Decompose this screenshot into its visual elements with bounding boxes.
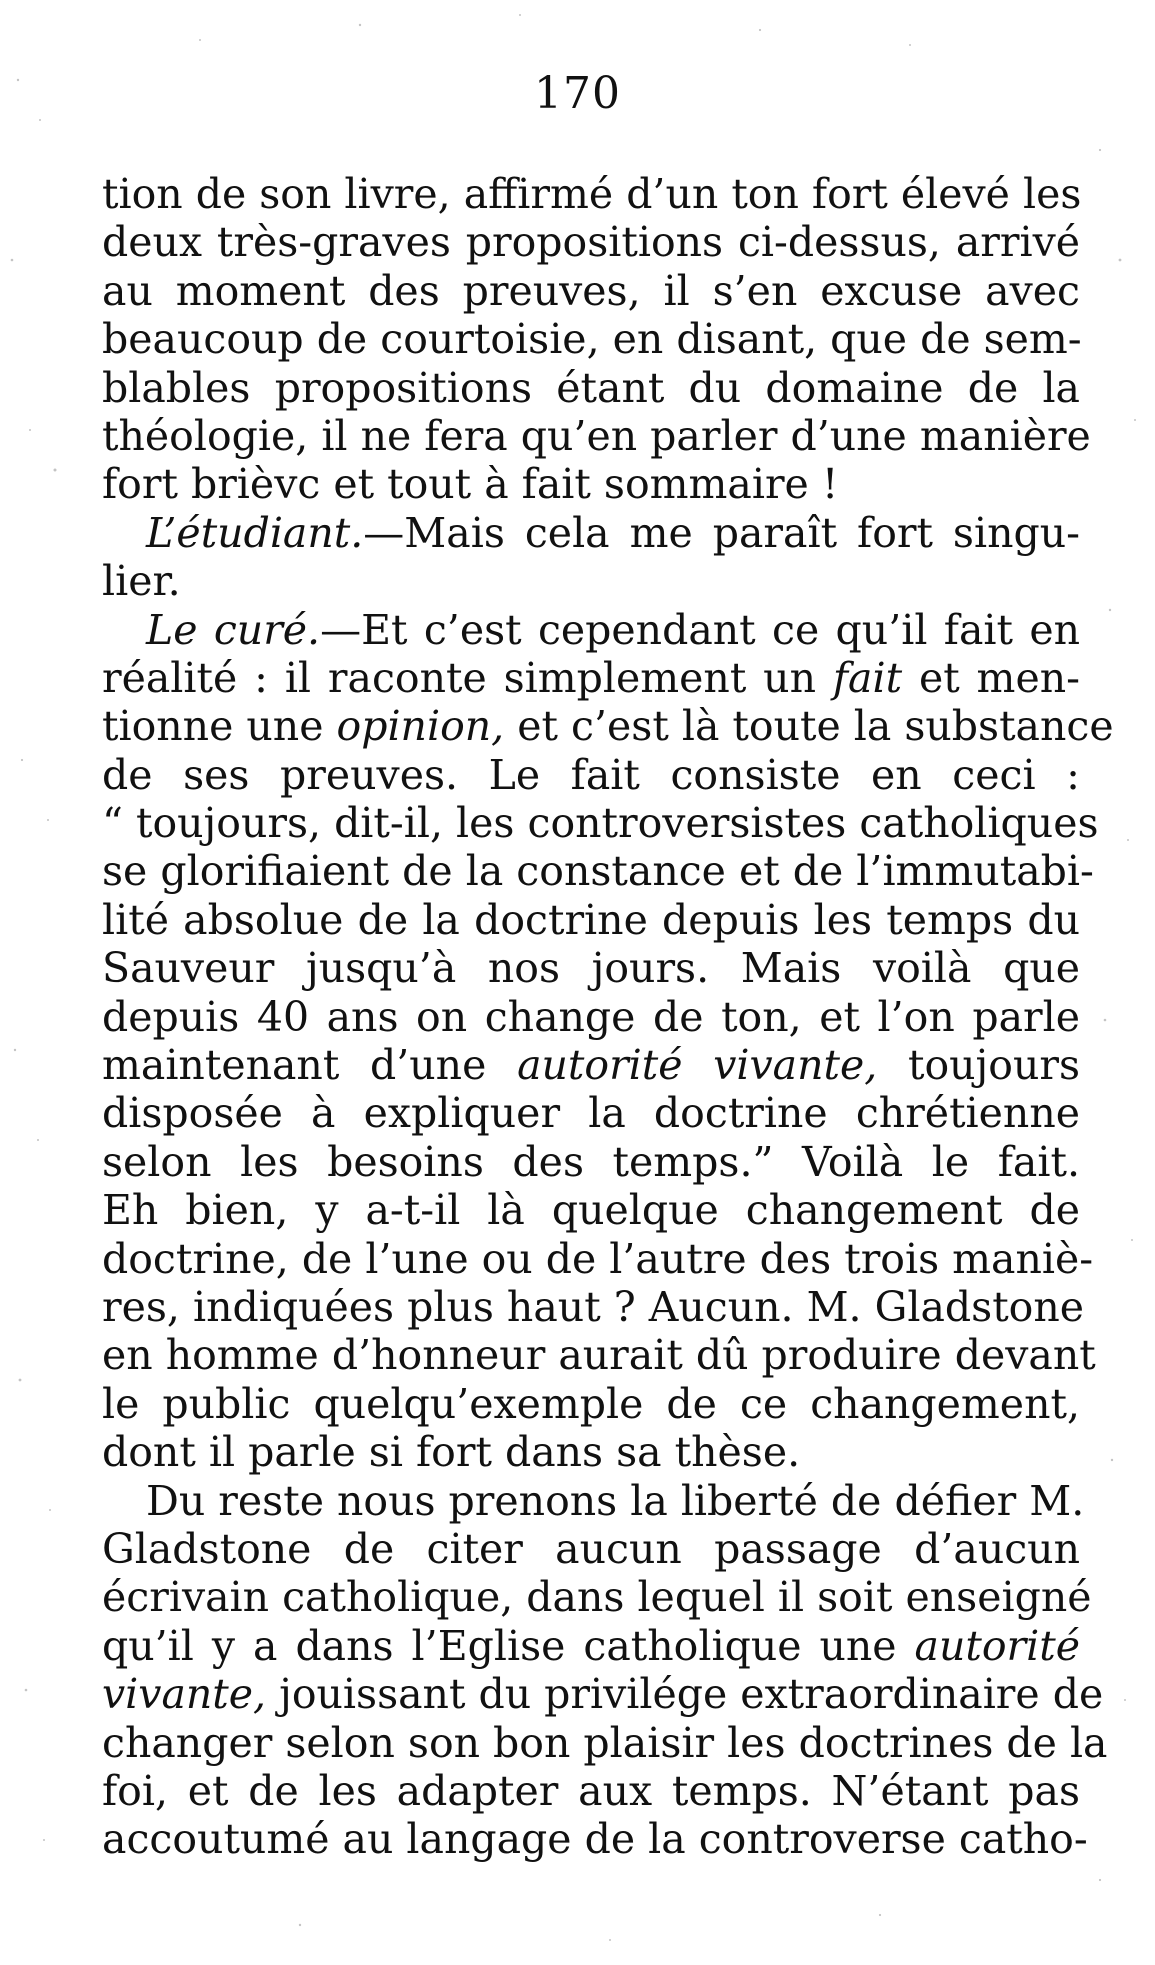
- text-line: [102, 654, 1080, 702]
- text-line: lité absolue de la doctrine depuis les temps du: [102, 895, 1080, 944]
- text-line: Gladstone de citer aucun passage d’aucun: [102, 1524, 1080, 1573]
- speaker-label: L’étudiant.: [146, 508, 364, 557]
- text-line: tion de son livre, affirmé d’un ton fort élevé les: [102, 170, 1082, 218]
- text-run: qu’il y a dans l’Eglise catholique une: [102, 1621, 897, 1670]
- text-line: théologie, il ne fera qu’en parler d’une manière: [102, 411, 1091, 460]
- text-line: écrivain catholique, dans lequel il soit enseigné: [102, 1573, 1092, 1622]
- text-run: et men-: [918, 653, 1080, 702]
- text-line: dont il parle si fort dans sa thèse.: [102, 1428, 801, 1477]
- text-line: accoutumé au langage de la controverse catho-: [102, 1815, 1088, 1864]
- text-line: fort brièvc et tout à fait sommaire !: [102, 460, 839, 509]
- text-run: réalité : il raconte simplement un: [102, 653, 816, 702]
- text-line: depuis 40 ans on change de ton, et l’on parle: [102, 992, 1080, 1041]
- text-line: res, indiquées plus haut ? Aucun. M. Gladstone: [102, 1282, 1085, 1331]
- dialogue-line-cure: [102, 606, 1080, 654]
- text-line: Du reste nous prenons la liberté de défier M.: [146, 1476, 1085, 1525]
- italic-term: vivante,: [102, 1670, 267, 1719]
- text-line: Sauveur jusqu’à nos jours. Mais voilà que: [102, 944, 1080, 993]
- text-line: [102, 1041, 1080, 1089]
- text-line: le public quelqu’exemple de ce changement,: [102, 1379, 1080, 1428]
- text-line: au moment des preuves, il s’en excuse avec: [102, 266, 1080, 315]
- text-line: “ toujours, dit-il, les controversistes catholiques: [102, 799, 1099, 848]
- text-run: jouissant du privilége extraordinaire de: [279, 1670, 1104, 1719]
- italic-term: fait: [832, 653, 903, 702]
- text-line: blables propositions étant du domaine de la: [102, 363, 1080, 412]
- text-line: selon les besoins des temps.” Voilà le fait.: [102, 1137, 1080, 1186]
- text-line: lier.: [102, 557, 181, 606]
- text-line: disposée à expliquer la doctrine chrétienne: [102, 1089, 1080, 1138]
- dialogue-text: —Et c’est cependant ce qu’il fait en: [320, 605, 1080, 654]
- text-line: de ses preuves. Le fait consiste en ceci :: [102, 750, 1080, 799]
- text-line: [102, 1670, 1104, 1719]
- dialogue-line-student: [102, 509, 1080, 557]
- italic-term: autorité vivante,: [517, 1041, 878, 1090]
- speaker-label: Le curé.: [146, 605, 321, 654]
- text-line: se glorifiaient de la constance et de l’immutabi-: [102, 847, 1094, 896]
- text-line: doctrine, de l’une ou de l’autre des trois maniè-: [102, 1234, 1094, 1283]
- page-number: 170: [534, 68, 621, 119]
- text-line: foi, et de les adapter aux temps. N’étant pas: [102, 1766, 1080, 1815]
- text-line: [102, 702, 1114, 751]
- text-run: maintenant d’une: [102, 1041, 487, 1090]
- text-line: beaucoup de courtoisie, en disant, que de sem-: [102, 315, 1082, 364]
- italic-term: opinion,: [336, 702, 505, 751]
- text-run: tionne une: [102, 702, 324, 751]
- text-line: [102, 1622, 1080, 1670]
- text-line: changer selon son bon plaisir les doctrines de la: [102, 1718, 1108, 1767]
- text-run: et c’est là toute la substance: [517, 702, 1114, 751]
- text-line: deux très-graves propositions ci-dessus, arrivé: [102, 218, 1080, 267]
- text-line: en homme d’honneur aurait dû produire devant: [102, 1331, 1096, 1380]
- body-text: [102, 170, 1114, 1864]
- dialogue-text: —Mais cela me paraît fort singu-: [363, 508, 1080, 557]
- italic-term: autorité: [914, 1621, 1080, 1670]
- text-run: toujours: [907, 1041, 1080, 1090]
- text-line: Eh bien, y a-t-il là quelque changement de: [102, 1186, 1080, 1235]
